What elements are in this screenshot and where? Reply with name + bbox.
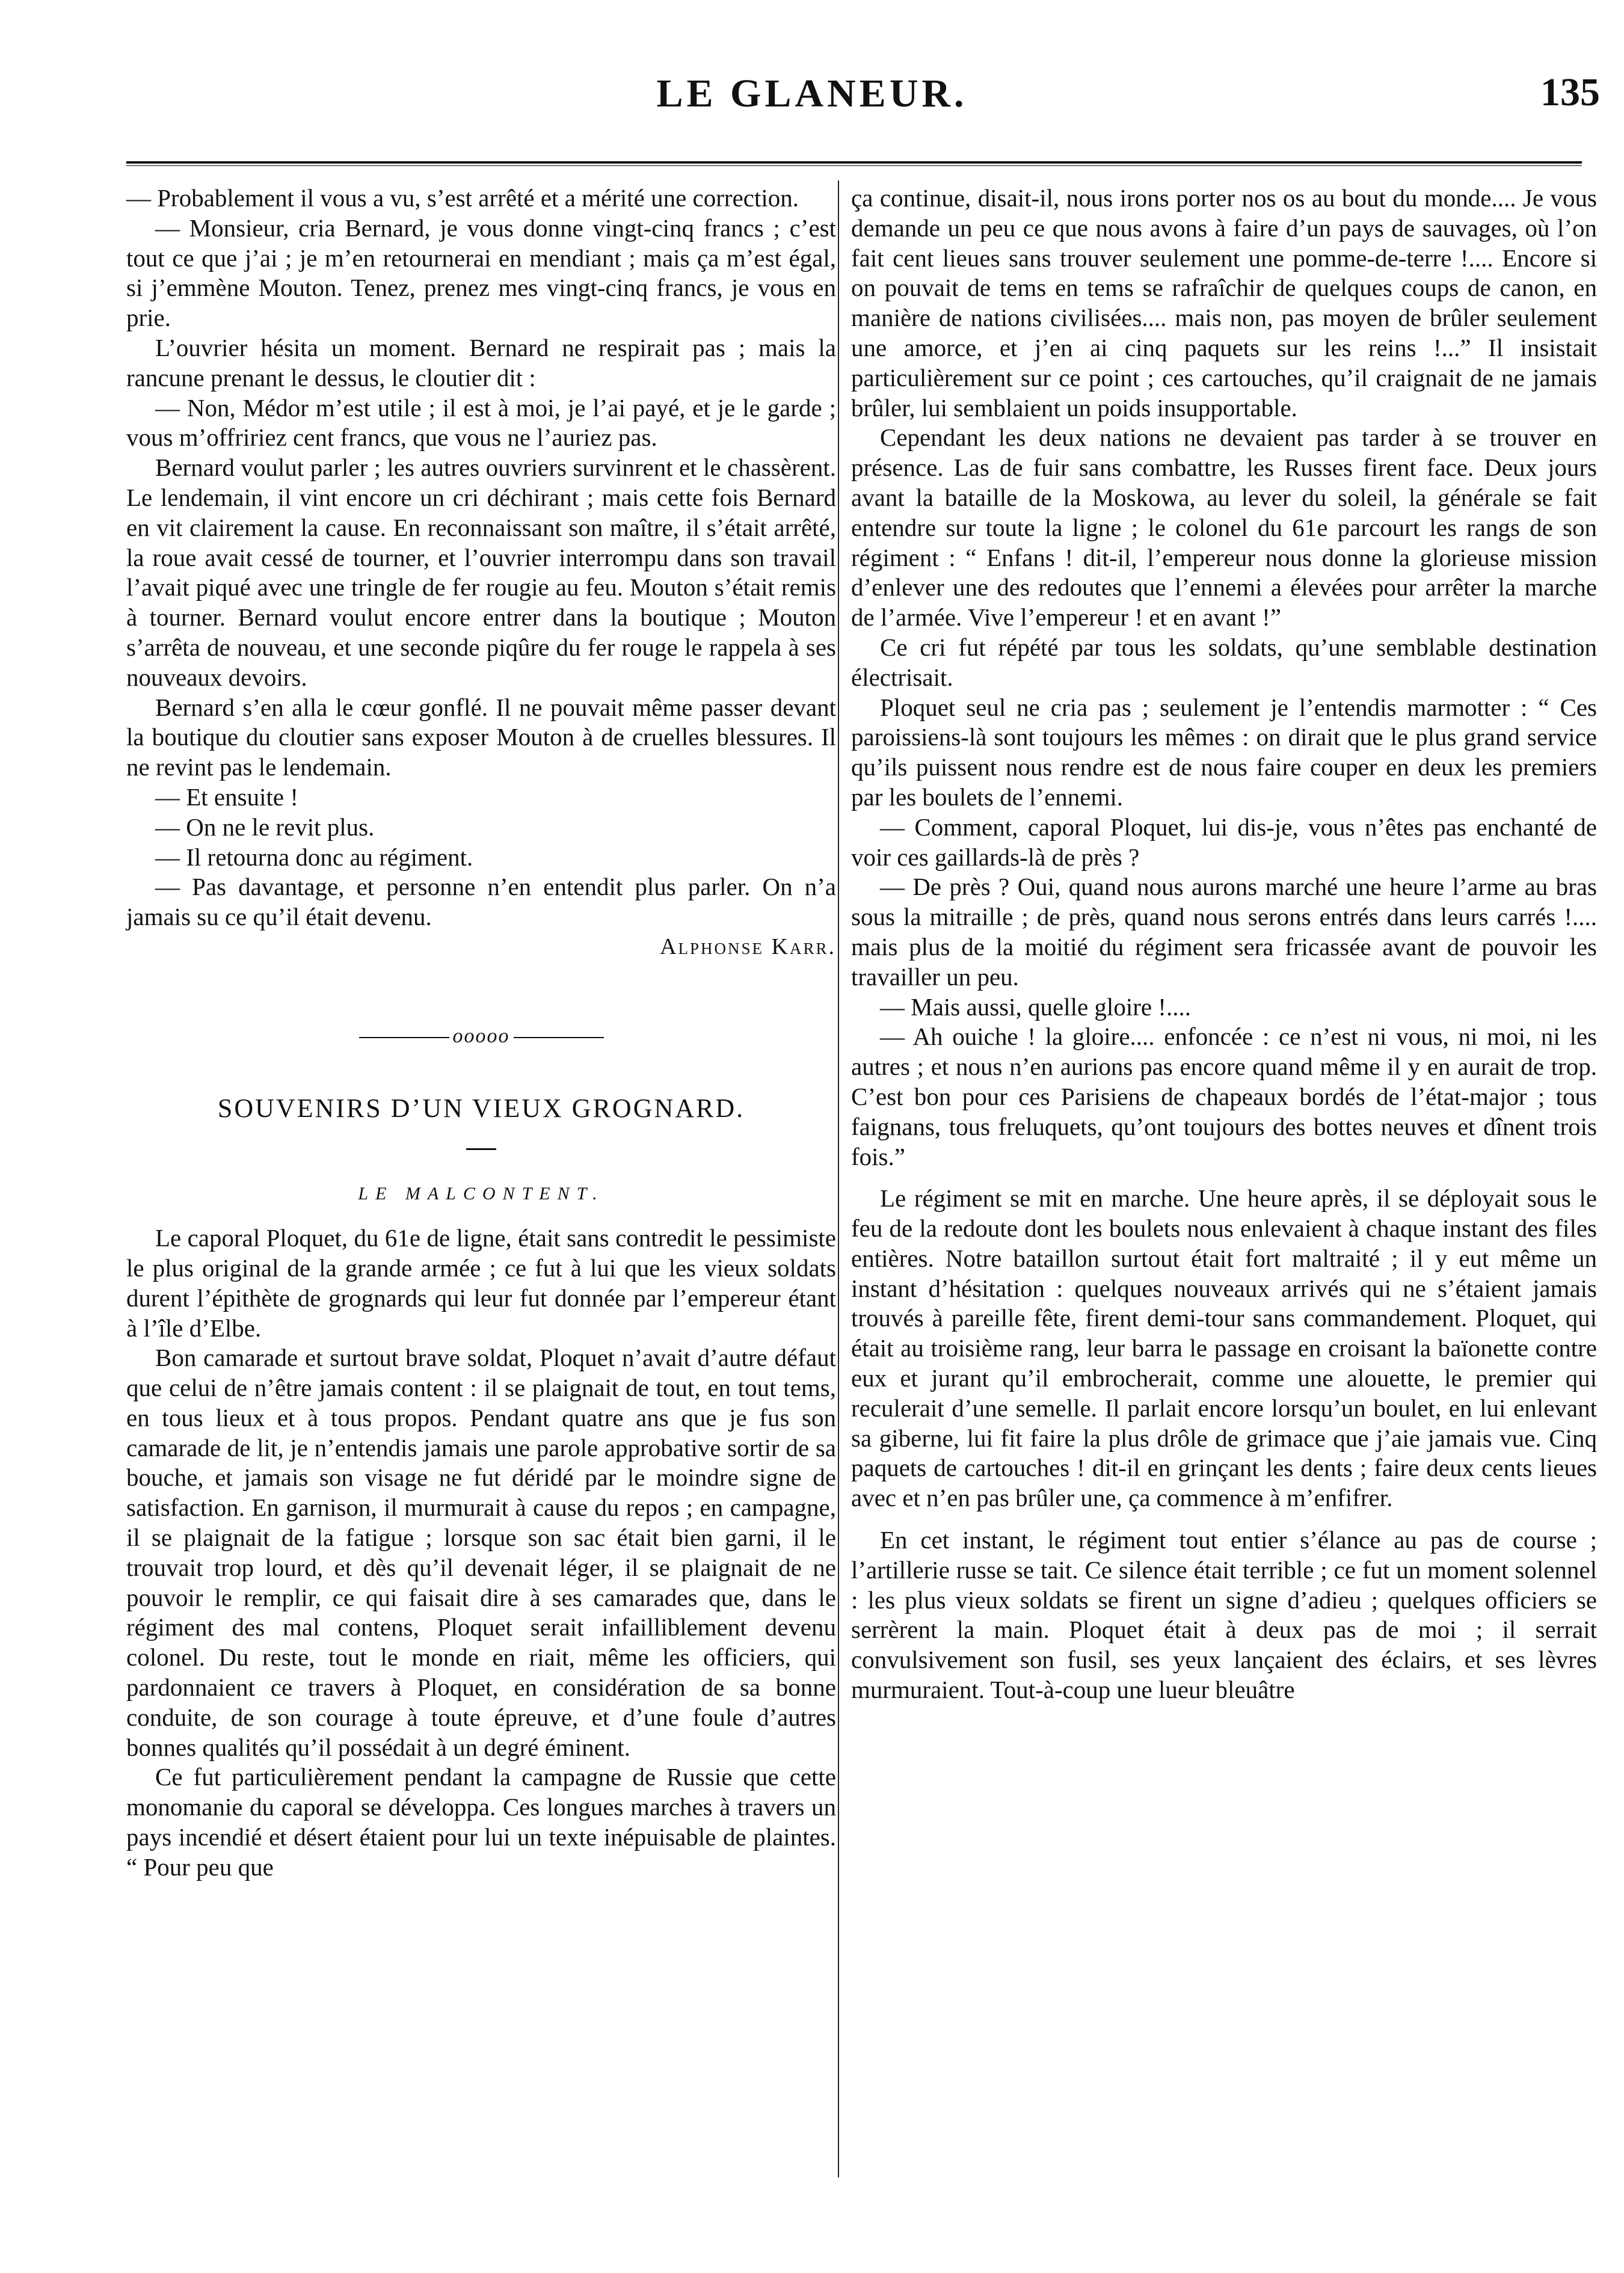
column-divider [838, 180, 839, 2177]
paragraph: — Comment, caporal Ploquet, lui dis-je, vous n’êtes pas enchanté de voir ces gaillards-là de près ? [851, 813, 1597, 871]
separator-ornament: ooooo [452, 1024, 510, 1047]
paragraph: Le régiment se mit en marche. Une heure après, il se déployait sous le feu de la redoute dont les boulets nous enlevaient à chaque instant des files entières. Notre bataillon surtout était fort maltraité ; il y eut même un instant d’hésitation : quelques nouveaux arrivés qui ne s’étaient jamais trouvés à pareille fête, firent demi-tour sans commandement. Ploquet, qui était au troisième rang, leur barra le passage en croisant la baïonette contre eux et jurant qu’il embrocherait, comme une alouette, le premier qui reculerait d’une semelle. Il parlait encore lorsqu’un boulet, en lui enlevant sa giberne, lui fit faire la plus drôle de grimace que j’aie jamais vue. Cinq paquets de cartouches ! dit-il en grinçant les dents ; faire deux cents lieues avec et n’en pas brûler une, ça commence à m’enfifrer. [851, 1184, 1597, 1512]
paragraph: — Ah ouiche ! la gloire.... enfoncée : ce n’est ni vous, ni moi, ni les autres ; et nous n’en aurions pas encore quand même il y en aurait de trop. C’est bon pour ces Parisiens de chapeaux bordés de l’état-major ; tous faignans, tous freluquets, qu’ont toujours des bottes neuves et dînent trois fois.” [851, 1023, 1597, 1170]
page-header [0, 0, 1624, 120]
paragraph: Cependant les deux nations ne devaient pas tarder à se trouver en présence. Las de fuir sans combattre, les Russes firent face. Deux jours avant la bataille de la Moskowa, au lever du soleil, la générale se fait entendre sur toute la ligne ; le colonel du 61e parcourt les rangs de son régiment : “ Enfans ! dit-il, l’empereur nous donne la glorieuse mission d’enlever une des redoutes que l’ennemi a élevées pour arrêter la marche de l’armée. Vive l’empereur ! et en avant !” [851, 423, 1597, 632]
left-column [126, 183, 836, 1883]
paragraph: — De près ? Oui, quand nous aurons marché une heure l’arme au bras sous la mitraille ; de près, quand nous serons entrés dans leurs carrés !.... mais plus de la moitié du régiment sera fricassée avant de pouvoir les travailler un peu. [851, 873, 1597, 991]
article-title: SOUVENIRS D’UN VIEUX GROGNARD. [217, 1093, 745, 1123]
right-column [851, 183, 1597, 1705]
paragraph: — On ne le revit plus. [155, 813, 375, 841]
paragraph: Ce fut particulièrement pendant la campagne de Russie que cette monomanie du caporal se développa. Ces longues marches à travers un pays incendié et désert étaient pour lui un texte inépuisable de plaintes. “ Pour peu que [126, 1763, 836, 1881]
paragraph: Ce cri fut répété par tous les soldats, qu’une semblable destination électrisait. [851, 633, 1597, 691]
author-signature: Alphonse Karr. [660, 933, 836, 959]
paragraph: Bernard voulut parler ; les autres ouvriers survinrent et le chassèrent. Le lendemain, il vint encore un cri déchirant ; mais cette fois Bernard en vit clairement la cause. En reconnaissant son maître, il s’était arrêté, la roue avait cessé de tourner, et l’ouvrier interrompu dans son travail l’avait piqué avec une tringle de fer rougie au feu. Mouton s’était remis à tourner. Bernard voulut encore entrer dans la boutique ; Mouton s’arrêta de nouveau, et une seconde piqûre du fer rouge le rappela à ses nouveaux devoirs. [126, 454, 836, 691]
paragraph: Ploquet seul ne cria pas ; seulement je l’entendis marmotter : “ Ces paroissiens-là sont toujours les mêmes : on dirait que le plus grand service qu’ils puissent nous rendre est de nous faire couper en deux les premiers par les boulets de l’ennemi. [851, 693, 1597, 811]
article-subtitle: LE MALCONTENT. [358, 1184, 604, 1204]
paragraph: — Pas davantage, et personne n’en entendit plus parler. On n’a jamais su ce qu’il était devenu. [126, 873, 836, 931]
separator-dash [359, 1037, 449, 1038]
paragraph: En cet instant, le régiment tout entier s’élance au pas de course ; l’artillerie russe se tait. Ce silence était terrible ; ce fut un moment solennel : les plus vieux soldats se firent un signe d’adieu ; quelques officiers se serrèrent la main. Ploquet était à deux pas de moi ; il serrait convulsivement son fusil, ses yeux lançaient des éclairs, et ses lèvres murmuraient. Tout-à-coup une lueur bleuâtre [851, 1526, 1597, 1704]
paragraph: Bon camarade et surtout brave soldat, Ploquet n’avait d’autre défaut que celui de n’être jamais content : il se plaignait de tout, en tout tems, en tous lieux et à tous propos. Pendant quatre ans que je fus son camarade de lit, je n’entendis jamais une parole approbative sortir de sa bouche, et jamais son visage ne fut déridé par le moindre signe de satisfaction. En garnison, il murmurait à cause du repos ; en campagne, il se plaignait de la fatigue ; lorsque son sac était bien garni, il le trouvait trop lourd, et dès qu’il devenait léger, il se plaignait de ne pouvoir le remplir, ce qui faisait dire à ses camarades que, dans le régiment des mal contens, Ploquet serait infailliblement devenu colonel. Du reste, tout le monde en riait, même les officiers, qui pardonnaient ce travers à Ploquet, en considération de sa bonne conduite, de son courage à toute épreuve, et d’une foule d’autres bonnes qualités qu’il possédait à un degré éminent. [126, 1344, 836, 1761]
paragraph: — Monsieur, cria Bernard, je vous donne vingt-cinq francs ; c’est tout ce que j’ai ; je m’en retournerai en mendiant ; mais ça m’est égal, si j’emmène Mouton. Tenez, prenez mes vingt-cinq francs, je vous en prie. [126, 214, 836, 332]
paragraph: — Mais aussi, quelle gloire !.... [880, 992, 1191, 1021]
page-number: 135 [1540, 70, 1600, 114]
header-rule [126, 161, 1582, 166]
paragraph: — Probablement il vous a vu, s’est arrêté et a mérité une correction. [126, 184, 799, 212]
separator-dash [514, 1037, 604, 1038]
journal-title: LE GLANEUR. [656, 72, 968, 115]
paragraph: — Il retourna donc au régiment. [155, 843, 473, 871]
paragraph: Le caporal Ploquet, du 61e de ligne, était sans contredit le pessimiste le plus original de la grande armée ; ce fut à lui que les vieux soldats durent l’épithète de grognards qui leur fut donnée par l’empereur étant à l’île d’Elbe. [126, 1224, 836, 1342]
paragraph: Bernard s’en alla le cœur gonflé. Il ne pouvait même passer devant la boutique du cloutier sans exposer Mouton à de cruelles blessures. Il ne revint pas le lendemain. [126, 693, 836, 781]
paragraph: ça continue, disait-il, nous irons porter nos os au bout du monde.... Je vous demande un peu ce que nous avons à faire d’un pays de sauvages, où l’on fait cent lieues sans trouver seulement une pomme-de-terre !.... Encore si on pouvait de tems en tems se rafraîchir de quelques coups de canon, en manière de nations civilisées.... mais non, pas moyen de brûler seulement une amorce, et j’en ai cinq paquets sur les reins !...” Il insistait particulièrement sur ce point ; ces cartouches, qu’il craignait de ne jamais brûler, lui semblaient un poids insupportable. [851, 184, 1597, 422]
title-rule [466, 1148, 496, 1150]
paragraph: — Et ensuite ! [155, 783, 298, 811]
paragraph: L’ouvrier hésita un moment. Bernard ne respirait pas ; mais la rancune prenant le dessus, le cloutier dit : [126, 333, 836, 392]
section-separator [126, 1021, 836, 1051]
paragraph: — Non, Médor m’est utile ; il est à moi, je l’ai payé, et je le garde ; vous m’offririez cent francs, que vous ne l’auriez pas. [126, 393, 836, 452]
